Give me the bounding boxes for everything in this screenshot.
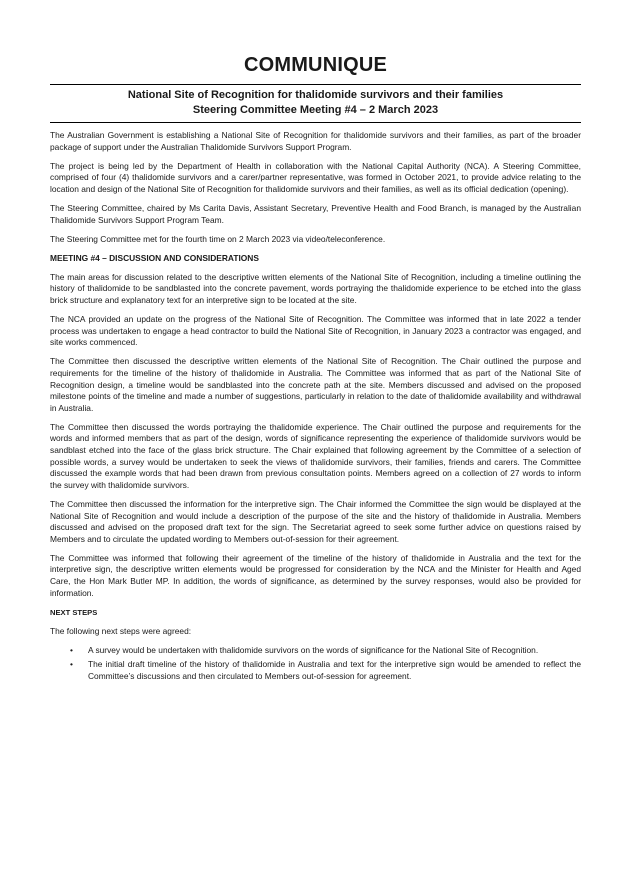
next-steps-intro: The following next steps were agreed: (50, 625, 192, 636)
communique-page (50, 54, 581, 686)
discussion-paragraph: The Committee then discussed the information for the interpretive sign. The Chair informed the Committee the sign would be displayed at the National Site of Recognition and would include a description of the purpose of the site and the history of thalidomide in Australia. Members discussed and advised on the proposed draft text for the sign. The Secretariat agreed to seek some further advice on questions raised by Members and to circulate the updated wording to Members out-of-session for their agreement. (50, 498, 581, 544)
list-item (70, 659, 581, 682)
list-item-text: The initial draft timeline of the history of thalidomide in Australia and text for the interpretive sign would be amended to reflect the Committee’s discussions and then circulated to Members out-of-session for agreement. (88, 659, 581, 682)
list-item-text: A survey would be undertaken with thalidomide survivors on the words of significance for the National Site of Recognition. (88, 644, 539, 655)
divider (50, 122, 581, 123)
section-heading-next-steps: NEXT STEPS (50, 607, 98, 617)
bullet-icon: • (70, 644, 73, 655)
intro-paragraph: The Australian Government is establishing a National Site of Recognition for thalidomide survivors and their families, as part of the broader package of support under the Australian Thalidomide Survivors Support Program. (50, 130, 581, 152)
intro-section (50, 130, 581, 245)
subtitle-block (50, 85, 581, 118)
discussion-paragraph: The Committee was informed that following their agreement of the timeline of the history of thalidomide in Australia and the text for the interpretive sign, the descriptive written elements would be progressed for consideration by the NCA and the Minister for Health and Aged Care, the Hon Mark Butler MP. In addition, the words of significance, as determined by the survey responses, would also be provided for information. (50, 552, 581, 598)
next-steps-section (50, 607, 581, 683)
discussion-paragraph: The main areas for discussion related to the descriptive written elements of the National Site of Recognition, including a timeline outlining the history of thalidomide to be sandblasted into the concrete pavement, words portraying the thalidomide experience to be etched into the glass brick structure and explanatory text for an interpretive sign to be located at the site. (50, 271, 581, 306)
discussion-paragraph: The Committee then discussed the words portraying the thalidomide experience. The Chair outlined the purpose and requirements for the words and informed members that as part of the design, words of significance representing the experience of thalidomide survivors would be sandblast etched into the face of the glass brick structure. The Chair explained that following agreement by the Committee of a selection of possible words, a survey would be undertaken to seek the views of thalidomide survivors, their families, friends and carers. The Committee discussed the example words that had been drawn from previous consultation points. Members agreed on a collection of 27 words to inform the survey with thalidomide survivors. (50, 421, 581, 490)
intro-paragraph: The project is being led by the Department of Health in collaboration with the National Capital Authority (NCA). A Steering Committee, comprised of four (4) thalidomide survivors and a carer/partner representative, was formed in October 2021, to provide advice relating to the location and design of the National Site of Recognition for thalidomide survivors and their families, as well as its official dedication (opening). (50, 160, 581, 194)
intro-paragraph: The Steering Committee, chaired by Ms Carita Davis, Assistant Secretary, Preventive Health and Food Branch, is managed by the Australian Thalidomide Survivors Support Program Team. (50, 202, 581, 225)
next-steps-list (50, 645, 581, 683)
discussion-paragraph: The NCA provided an update on the progress of the National Site of Recognition. The Committee was informed that in late 2022 a tender process was undertaken to engage a head contractor to build the National Site of Recognition, in January 2023 a contractor was engaged, and site works commenced. (50, 314, 581, 348)
section-heading-discussion: MEETING #4 – DISCUSSION AND CONSIDERATIONS (50, 252, 259, 263)
subtitle-line-1: National Site of Recognition for thalidomide survivors and their families (127, 89, 504, 101)
list-item (70, 644, 581, 657)
discussion-section (50, 253, 581, 599)
discussion-paragraph: The Committee then discussed the descriptive written elements of the National Site of Recognition. The Chair outlined the purpose and requirements for the timeline of the history of thalidomide in Australia. The Committee was informed that as part of the National Site of Recognition design, a timeline would be sandblasted into the concrete path at the site. Members discussed and advised on the proposed milestone points of the timeline and made a number of suggestions, particularly in relation to the date of thalidomide availability and withdrawal in Australia. (50, 356, 581, 413)
bullet-icon: • (70, 659, 73, 670)
subtitle-line-2: Steering Committee Meeting #4 – 2 March 2023 (192, 104, 439, 116)
intro-paragraph: The Steering Committee met for the fourth time on 2 March 2023 via video/teleconference. (50, 233, 386, 244)
page-title: COMMUNIQUE (50, 54, 581, 85)
